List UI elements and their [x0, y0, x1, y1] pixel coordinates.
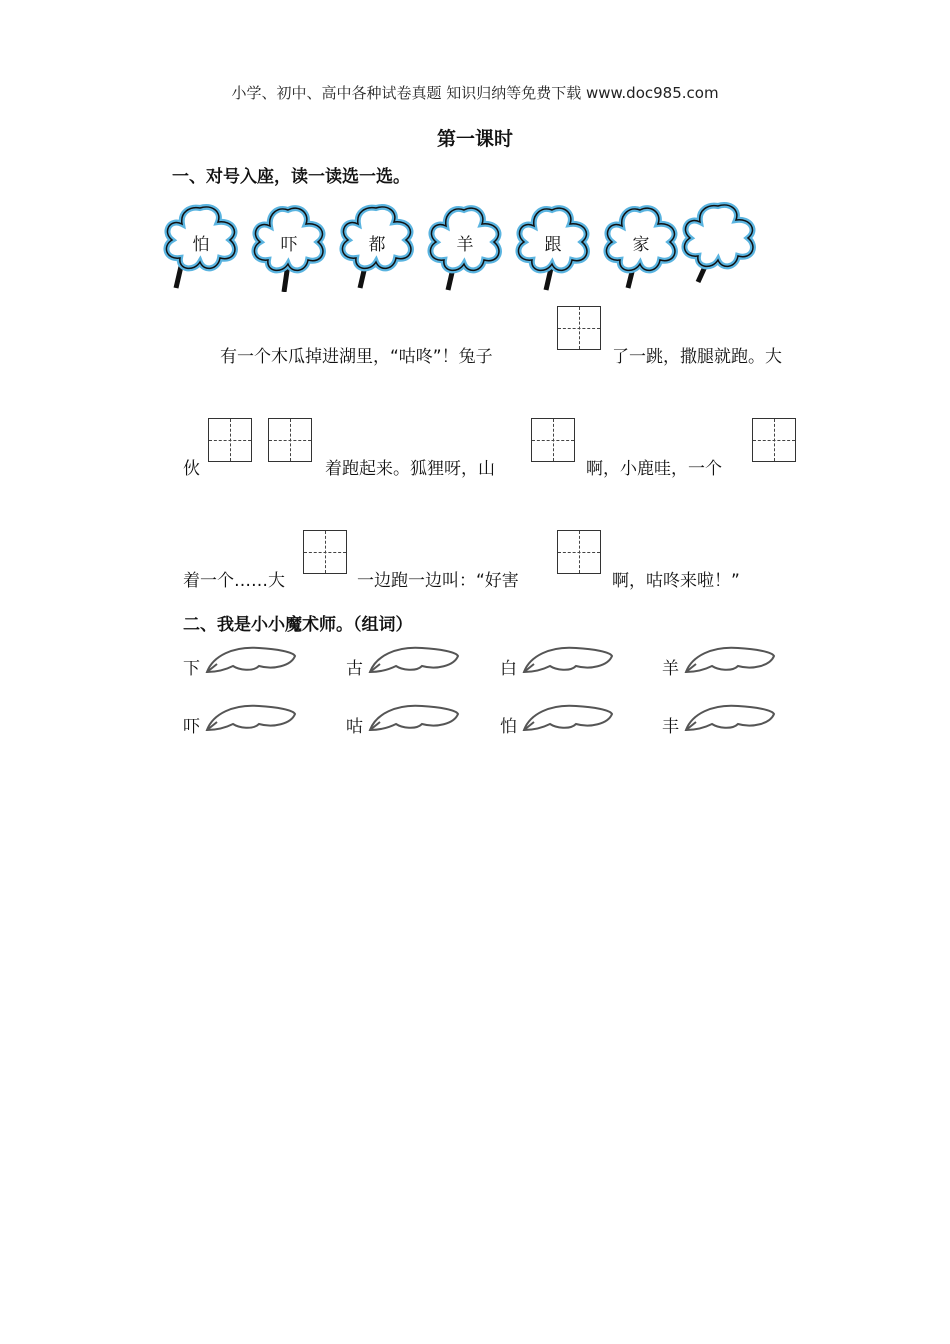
leaf-char: 丰	[662, 717, 679, 737]
word-leaf[interactable]	[346, 642, 496, 686]
flower-char: 怕	[192, 235, 210, 255]
word-leaf[interactable]	[662, 642, 812, 686]
blank-box-3[interactable]	[268, 418, 312, 462]
leaf-icon	[366, 700, 462, 736]
leaf-char: 下	[183, 659, 200, 679]
leaf-char: 白	[500, 659, 517, 679]
flower-card	[336, 200, 418, 292]
blank-box-2[interactable]	[208, 418, 252, 462]
flower-card	[248, 200, 330, 292]
word-leaf[interactable]	[346, 700, 496, 744]
leaf-icon	[203, 700, 299, 736]
flower-icon	[678, 200, 760, 292]
passage-line2-a: 伙	[183, 459, 200, 479]
flower-card	[678, 200, 760, 292]
blank-box-6[interactable]	[303, 530, 347, 574]
flower-card	[512, 200, 594, 292]
flower-char: 吓	[280, 235, 298, 255]
leaf-char: 怕	[500, 717, 517, 737]
leaf-icon	[520, 700, 616, 736]
leaf-icon	[203, 642, 299, 678]
passage-line1-a: 有一个木瓜掉进湖里，“咕咚”！兔子	[220, 347, 493, 367]
passage-line1-b: 了一跳，撒腿就跑。大	[612, 347, 782, 367]
leaf-icon	[682, 642, 778, 678]
flower-char: 羊	[456, 235, 474, 255]
passage-line3-b: 一边跑一边叫：“好害	[357, 571, 519, 591]
leaf-char: 吓	[183, 717, 200, 737]
section2-heading: 二、我是小小魔术师。（组词）	[183, 615, 413, 635]
passage-line3-c: 啊，咕咚来啦！”	[612, 571, 740, 591]
blank-box-4[interactable]	[531, 418, 575, 462]
word-leaf[interactable]	[662, 700, 812, 744]
flower-card	[600, 200, 682, 292]
blank-box-5[interactable]	[752, 418, 796, 462]
flower-char: 跟	[544, 235, 562, 255]
leaf-icon	[682, 700, 778, 736]
leaf-char: 古	[346, 659, 363, 679]
blank-box-1[interactable]	[557, 306, 601, 350]
page-header: 小学、初中、高中各种试卷真题 知识归纳等免费下载 www.doc985.com	[231, 84, 719, 102]
word-leaf[interactable]	[183, 642, 333, 686]
page-title: 第一课时	[436, 128, 513, 150]
passage-line2-c: 啊，小鹿哇，一个	[586, 459, 722, 479]
flower-char: 家	[632, 235, 650, 255]
leaf-icon	[366, 642, 462, 678]
word-leaf[interactable]	[183, 700, 333, 744]
leaf-char: 羊	[662, 659, 679, 679]
flower-card	[160, 200, 242, 292]
flower-word-bank	[160, 200, 760, 300]
section1-heading: 一、对号入座，读一读选一选。	[172, 167, 410, 187]
passage-line2-b: 着跑起来。狐狸呀，山	[325, 459, 495, 479]
blank-box-7[interactable]	[557, 530, 601, 574]
flower-char: 都	[368, 235, 386, 255]
word-leaf[interactable]	[500, 642, 650, 686]
leaf-char: 咕	[346, 717, 363, 737]
word-leaf[interactable]	[500, 700, 650, 744]
flower-card	[424, 200, 506, 292]
leaf-icon	[520, 642, 616, 678]
passage-line3-a: 着一个……大	[183, 571, 285, 591]
